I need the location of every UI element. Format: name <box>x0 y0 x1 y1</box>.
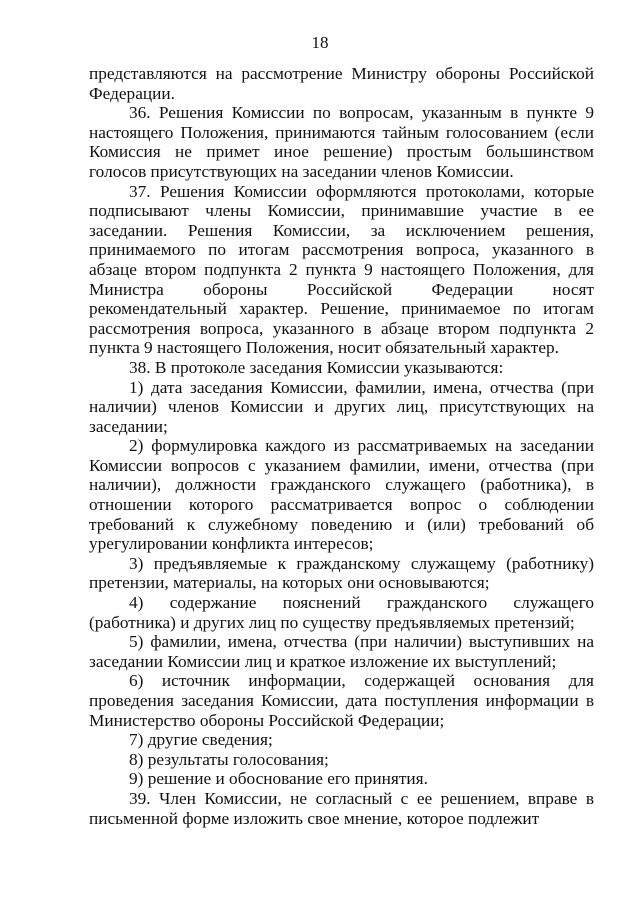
subitem-4: 4) содержание пояснений гражданского служащего (работника) и других лиц по существу предъявляемых претензий; <box>89 593 594 632</box>
subitem-3: 3) предъявляемые к гражданскому служащему (работнику) претензии, материалы, на которых они основываются; <box>89 553 594 593</box>
subitem-5: 5) фамилии, имена, отчества (при наличии) выступивших на заседании Комиссии лиц и краткое изложение их выступлений; <box>89 632 594 671</box>
paragraph-item-39: 39. Член Комиссии, не согласный с ее решением, вправе в письменной форме изложить свое мнение, которое подлежит <box>89 788 594 828</box>
page-number: 18 <box>311 33 329 52</box>
subitem-8: 8) результаты голосования; <box>129 749 329 769</box>
subitem-9: 9) решение и обоснование его принятия. <box>129 769 428 789</box>
paragraph-item-38: 38. В протоколе заседания Комиссии указываются: <box>129 357 504 377</box>
subitem-1: 1) дата заседания Комиссии, фамилии, имена, отчества (при наличии) членов Комиссии и других лиц, присутствующих на заседании; <box>89 377 594 436</box>
document-body <box>89 64 594 828</box>
subitem-7: 7) другие сведения; <box>129 730 273 750</box>
subitem-2: 2) формулировка каждого из рассматриваемых на заседании Комиссии вопросов с указанием фамилии, имени, отчества (при наличии), должности гражданского служащего (работника), в отношении которого рассматривается вопрос о соблюдении требований к служебному поведению и (или) требований об урегулировании конфликта интересов; <box>89 436 594 554</box>
subitem-6: 6) источник информации, содержащей основания для проведения заседания Комиссии, дата поступления информации в Министерство обороны Российской Федерации; <box>89 671 594 730</box>
paragraph-continuation: представляются на рассмотрение Министру обороны Российской Федерации. <box>89 64 594 103</box>
paragraph-item-36: 36. Решения Комиссии по вопросам, указанным в пункте 9 настоящего Положения, принимаются тайным голосованием (если Комиссия не примет иное решение) простым большинством голосов присутствующих на заседании членов Комиссии. <box>89 103 594 181</box>
paragraph-item-37: 37. Решения Комиссии оформляются протоколами, которые подписывают члены Комиссии, принимавшие участие в ее заседании. Решения Комиссии, за исключением решения, принимаемого по итогам рассмотрения вопроса, указанного в абзаце втором подпункта 2 пункта 9 настоящего Положения, для Министра обороны Российской Федерации носят рекомендательный характер. Решение, принимаемое по итогам рассмотрения вопроса, указанного в абзаце втором подпункта 2 пункта 9 настоящего Положения, носит обязательный характер. <box>89 181 594 358</box>
